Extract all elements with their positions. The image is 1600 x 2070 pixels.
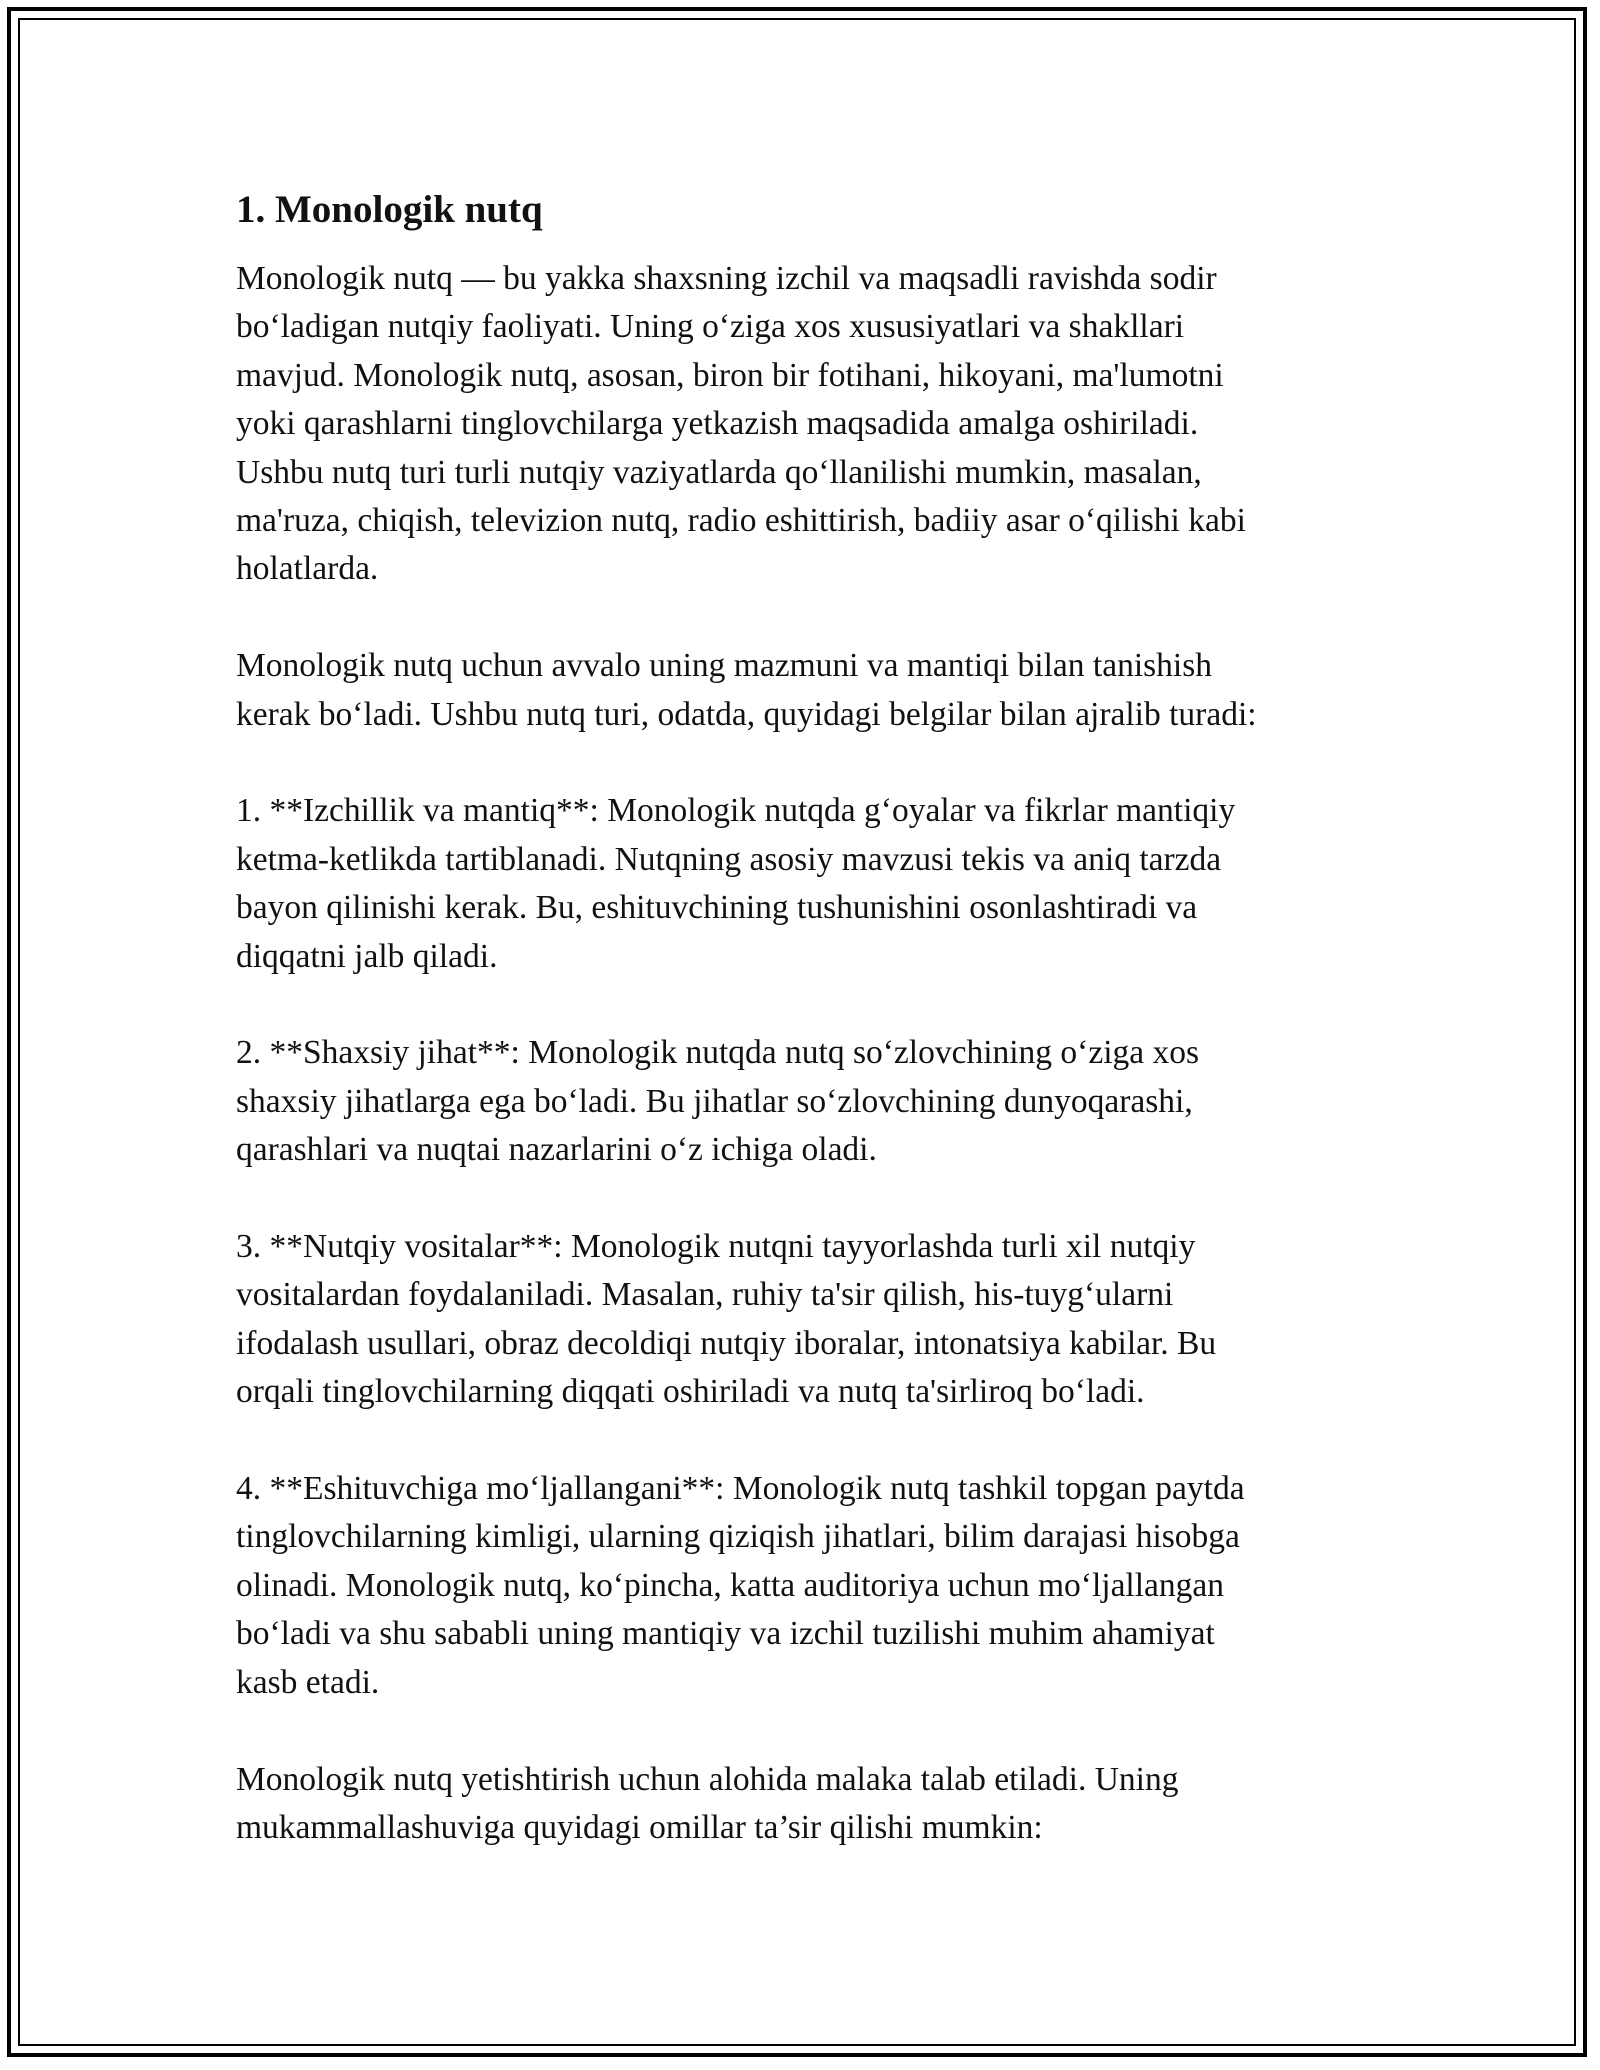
list-item-izchillik: 1. **Izchillik va mantiq**: Monologik nutqda g‘oyalar va fikrlar mantiqiy ketma-ketlikda tartiblanadi. Nutqning asosiy mavzusi tekis va aniq tarzda bayon qilinishi kerak. Bu, eshituvchining tushunishini osonlashtiradi va diqqatni jalb qiladi.: [236, 792, 1236, 975]
list-item-eshituvchiga: 4. **Eshituvchiga mo‘ljallangani**: Monologik nutq tashkil topgan paytda tinglovchilarning kimligi, ularning qiziqish jihatlari, bilim darajasi hisobga olinadi. Monologik nutq, ko‘pincha, katta auditoriya uchun mo‘ljallangan bo‘ladi va shu sababli uning mantiqiy va izchil tuzilishi muhim ahamiyat kasb etadi.: [236, 1470, 1245, 1701]
paragraph-intro: Monologik nutq — bu yakka shaxsning izchil va maqsadli ravishda sodir bo‘ladigan nutqiy faoliyati. Uning o‘ziga xos xususiyatlari va shakllari mavjud. Monologik nutq, asosan, biron bir fotihani, hikoyani, ma'lumotni yoki qarashlarni tinglovchilarga yetkazish maqsadida amalga oshiriladi. Ushbu nutq turi turli nutqiy vaziyatlarda qo‘llanilishi mumkin, masalan, ma'ruza, chiqish, televizion nutq, radio eshittirish, badiiy asar o‘qilishi kabi holatlarda.: [236, 260, 1246, 588]
document-body: [236, 185, 1386, 1901]
list-item-shaxsiy-jihat: 2. **Shaxsiy jihat**: Monologik nutqda nutq so‘zlovchining o‘ziga xos shaxsiy jihatlarga ega bo‘ladi. Bu jihatlar so‘zlovchining dunyoqarashi, qarashlari va nuqtai nazarlarini o‘z ichiga oladi.: [236, 1034, 1200, 1169]
paragraph-closing: Monologik nutq yetishtirish uchun alohida malaka talab etiladi. Uning mukammallashuviga quyidagi omillar ta’sir qilishi mumkin:: [236, 1760, 1179, 1846]
paragraph-features-intro: Monologik nutq uchun avvalo uning mazmuni va mantiqi bilan tanishish kerak bo‘ladi. Ushbu nutq turi, odatda, quyidagi belgilar bilan ajralib turadi:: [236, 647, 1257, 733]
section-heading: 1. Monologik nutq: [236, 188, 543, 231]
list-item-nutqiy-vositalar: 3. **Nutqiy vositalar**: Monologik nutqni tayyorlashda turli xil nutqiy vositalardan foydalaniladi. Masalan, ruhiy ta'sir qilish, his-tuyg‘ularni ifodalash usullari, obraz decoldiqi nutqiy iboralar, intonatsiya kabilar. Bu orqali tinglovchilarning diqqati oshiriladi va nutq ta'sirliroq bo‘ladi.: [236, 1228, 1217, 1411]
